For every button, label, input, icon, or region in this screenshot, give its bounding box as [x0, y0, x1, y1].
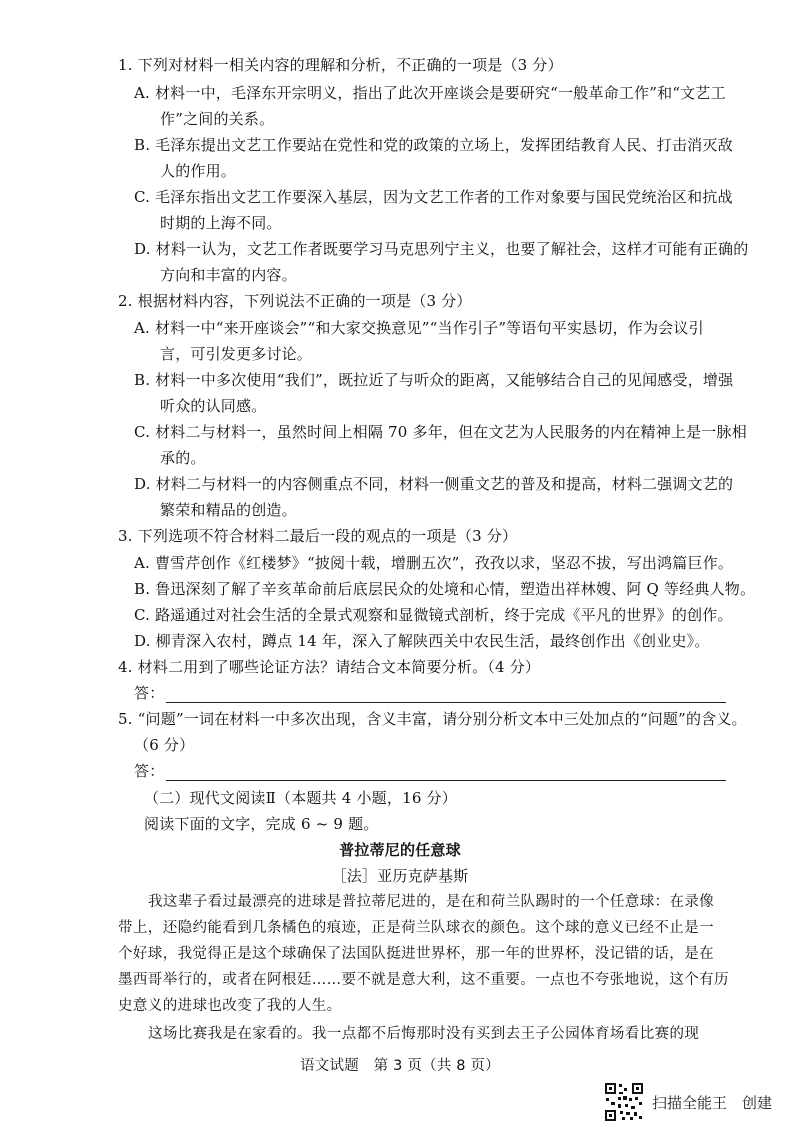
q1-option-c-cont: 时期的上海不同。: [160, 214, 282, 232]
q2-option-b-cont: 听众的认同感。: [160, 397, 267, 415]
article-title: 普拉蒂尼的任意球: [339, 841, 461, 859]
q5-answer-line[interactable]: [134, 761, 726, 781]
section-instruction: 阅读下面的文字，完成 6 ~ 9 题。: [144, 815, 379, 833]
section-heading: （二）现代文阅读Ⅱ（本题共 4 小题，16 分）: [144, 789, 457, 807]
q2-option-c: C. 材料二与材料一，虽然时间上相隔 70 多年，但在文艺为人民服务的内在精神上是一脉相: [134, 423, 747, 441]
q2-stem: 2. 根据材料内容，下列说法不正确的一项是（3 分）: [118, 292, 472, 310]
q3-option-b: B. 鲁迅深刻了解了辛亥革命前后底层民众的处境和心情，塑造出祥林嫂、阿 Q 等经典人物。: [134, 580, 756, 598]
q4-answer-line[interactable]: [134, 683, 726, 703]
q2-option-d-cont: 繁荣和精品的创造。: [160, 501, 297, 519]
article-author: ［法］亚历克萨基斯: [331, 867, 469, 885]
q2-option-c-cont: 承的。: [160, 449, 206, 467]
qr-code-icon: [604, 1082, 644, 1122]
q3-option-a: A. 曹雪芹创作《红楼梦》“披阅十载，增删五次”，孜孜以求，坚忍不拔，写出鸿篇巨作。: [134, 554, 734, 572]
q3-option-c: C. 路遥通过对社会生活的全景式观察和显微镜式剖析，终于完成《平凡的世界》的创作。: [134, 606, 733, 624]
q1-option-d: D. 材料一认为，文艺工作者既要学习马克思列宁主义，也要了解社会，这样才可能有正确的: [134, 240, 749, 258]
q5-score: （6 分）: [134, 736, 195, 754]
q2-option-b: B. 材料一中多次使用“我们”，既拉近了与听众的距离，又能够结合自己的见闻感受，增强: [134, 371, 734, 389]
answer-rule: [166, 688, 726, 703]
q2-option-a: A. 材料一中“来开座谈会”“和大家交换意见”“当作引子”等语句平实恳切，作为会议引: [134, 319, 704, 337]
article-line: 带上，还隐约能看到几条橘色的痕迹，正是荷兰队球衣的颜色。这个球的意义已经不止是一: [118, 920, 714, 936]
q4-stem: 4. 材料二用到了哪些论证方法？请结合文本简要分析。（4 分）: [118, 658, 541, 676]
article-line: 这场比赛我是在家看的。我一点都不后悔那时没有买到去王子公园体育场看比赛的现: [148, 1026, 700, 1042]
q2-option-a-cont: 言，可引发更多讨论。: [160, 345, 313, 363]
article-line: 史意义的进球也改变了我的人生。: [118, 998, 342, 1014]
q1-option-b-cont: 人的作用。: [160, 162, 237, 180]
article-line: 个好球，我觉得正是这个球确保了法国队挺进世界杯，那一年的世界杯，没记错的话，是在: [118, 946, 714, 962]
q1-option-a-cont: 作”之间的关系。: [160, 110, 275, 128]
article-line: 我这辈子看过最漂亮的进球是普拉蒂尼进的，是在和荷兰队踢时的一个任意球：在录像: [148, 894, 715, 910]
q3-option-d: D. 柳青深入农村，蹲点 14 年，深入了解陕西关中农民生活，最终创作出《创业史》。: [134, 632, 710, 650]
q1-option-d-cont: 方向和丰富的内容。: [160, 266, 297, 284]
q5-stem: 5. “问题”一词在材料一中多次出现，含义丰富，请分别分析文本中三处加点的“问题”的含义。: [118, 710, 747, 728]
q1-option-c: C. 毛泽东指出文艺工作要深入基层，因为文艺工作者的工作对象要与国民党统治区和抗战: [134, 188, 733, 206]
q4-answer-label: 答：: [134, 684, 165, 702]
q2-option-d: D. 材料二与材料一的内容侧重点不同，材料一侧重文艺的普及和提高，材料二强调文艺的: [134, 475, 734, 493]
answer-rule: [166, 766, 726, 781]
page-footer: 语文试题 第 3 页（共 8 页）: [300, 1058, 500, 1074]
scanner-watermark: [604, 1082, 772, 1122]
q5-answer-label: 答：: [134, 762, 165, 780]
q1-option-a: A. 材料一中，毛泽东开宗明义，指出了此次开座谈会是要研究“一般革命工作”和“文艺工: [134, 84, 726, 102]
article-line: 墨西哥举行的，或者在阿根廷……要不就是意大利，这不重要。一点也不夸张地说，这个有历: [118, 972, 729, 988]
q1-option-b: B. 毛泽东提出文艺工作要站在党性和党的政策的立场上，发挥团结教育人民、打击消灭敌: [134, 136, 733, 154]
watermark-text: 扫描全能王 创建: [651, 1093, 772, 1112]
q3-stem: 3. 下列选项不符合材料二最后一段的观点的一项是（3 分）: [118, 527, 518, 545]
q1-stem: 1. 下列对材料一相关内容的理解和分析，不正确的一项是（3 分）: [118, 56, 563, 74]
